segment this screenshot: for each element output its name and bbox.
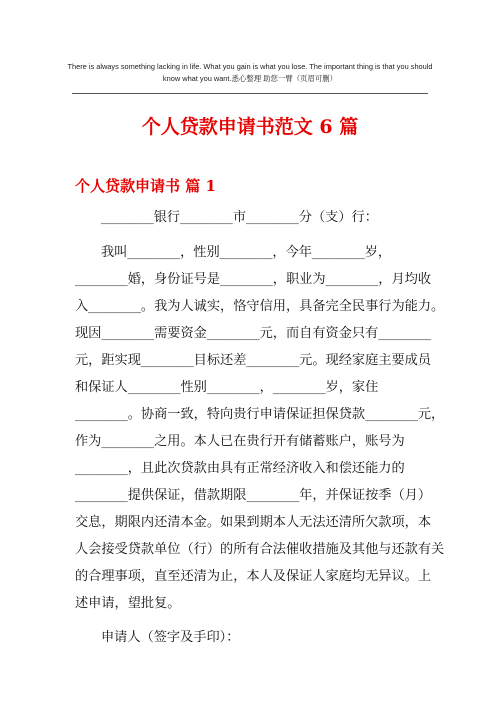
header-divider xyxy=(72,93,428,94)
paragraph-line: ________。协商一致，特向贵行申请保证担保贷款________元， xyxy=(75,407,445,422)
paragraph-line: ________婚，身份证号是________，职业为________，月均收 xyxy=(75,272,432,287)
page-header xyxy=(40,61,460,85)
paragraph-line: 入________。我为人诚实，恪守信用，具备完全民事行为能力。 xyxy=(75,299,445,314)
paragraph-line: 述申请，望批复。 xyxy=(75,596,181,611)
paragraph-line: 的合理事项，直至还清为止，本人及保证人家庭均无异议。上 xyxy=(75,569,432,584)
applicant-signature-line: 申请人（签字及手印）： xyxy=(101,630,240,645)
paragraph-line: 现因________需要资金________元，而自有资金只有________ xyxy=(75,326,432,341)
salutation-line: ________银行________市________分（支）行： xyxy=(101,210,378,225)
paragraph-line: 人会接受贷款单位（行）的所有合法催收措施及其他与还款有关 xyxy=(75,542,445,557)
paragraph-line: 和保证人________性别________，________岁，家住 xyxy=(75,380,379,395)
paragraph-line: 我叫________，性别________，今年________岁， xyxy=(101,245,392,260)
paragraph-line: 交息，期限内还清本金。如果到期本人无法还清所欠款项，本 xyxy=(75,515,432,530)
document-title: 个人贷款申请书范文 6 篇 xyxy=(141,116,359,138)
header-line-2: know what you want.悉心整理 助您一臂（页眉可删） xyxy=(162,74,338,83)
paragraph-line: 作为________之用。本人已在贵行开有储蓄账户，账号为 xyxy=(75,434,405,449)
header-line-1: There is always something lacking in life. What you gain is what you lose. The important thing is that you should xyxy=(67,62,433,71)
paragraph-line: ________，且此次贷款由具有正常经济收入和偿还能力的 xyxy=(75,461,405,476)
section-title: 个人贷款申请书 篇 1 xyxy=(75,177,216,195)
paragraph-line: 元，距实现________目标还差________元。现经家庭主要成员 xyxy=(75,353,432,368)
paragraph-line: ________提供保证，借款期限________年，并保证按季（月） xyxy=(75,488,432,503)
